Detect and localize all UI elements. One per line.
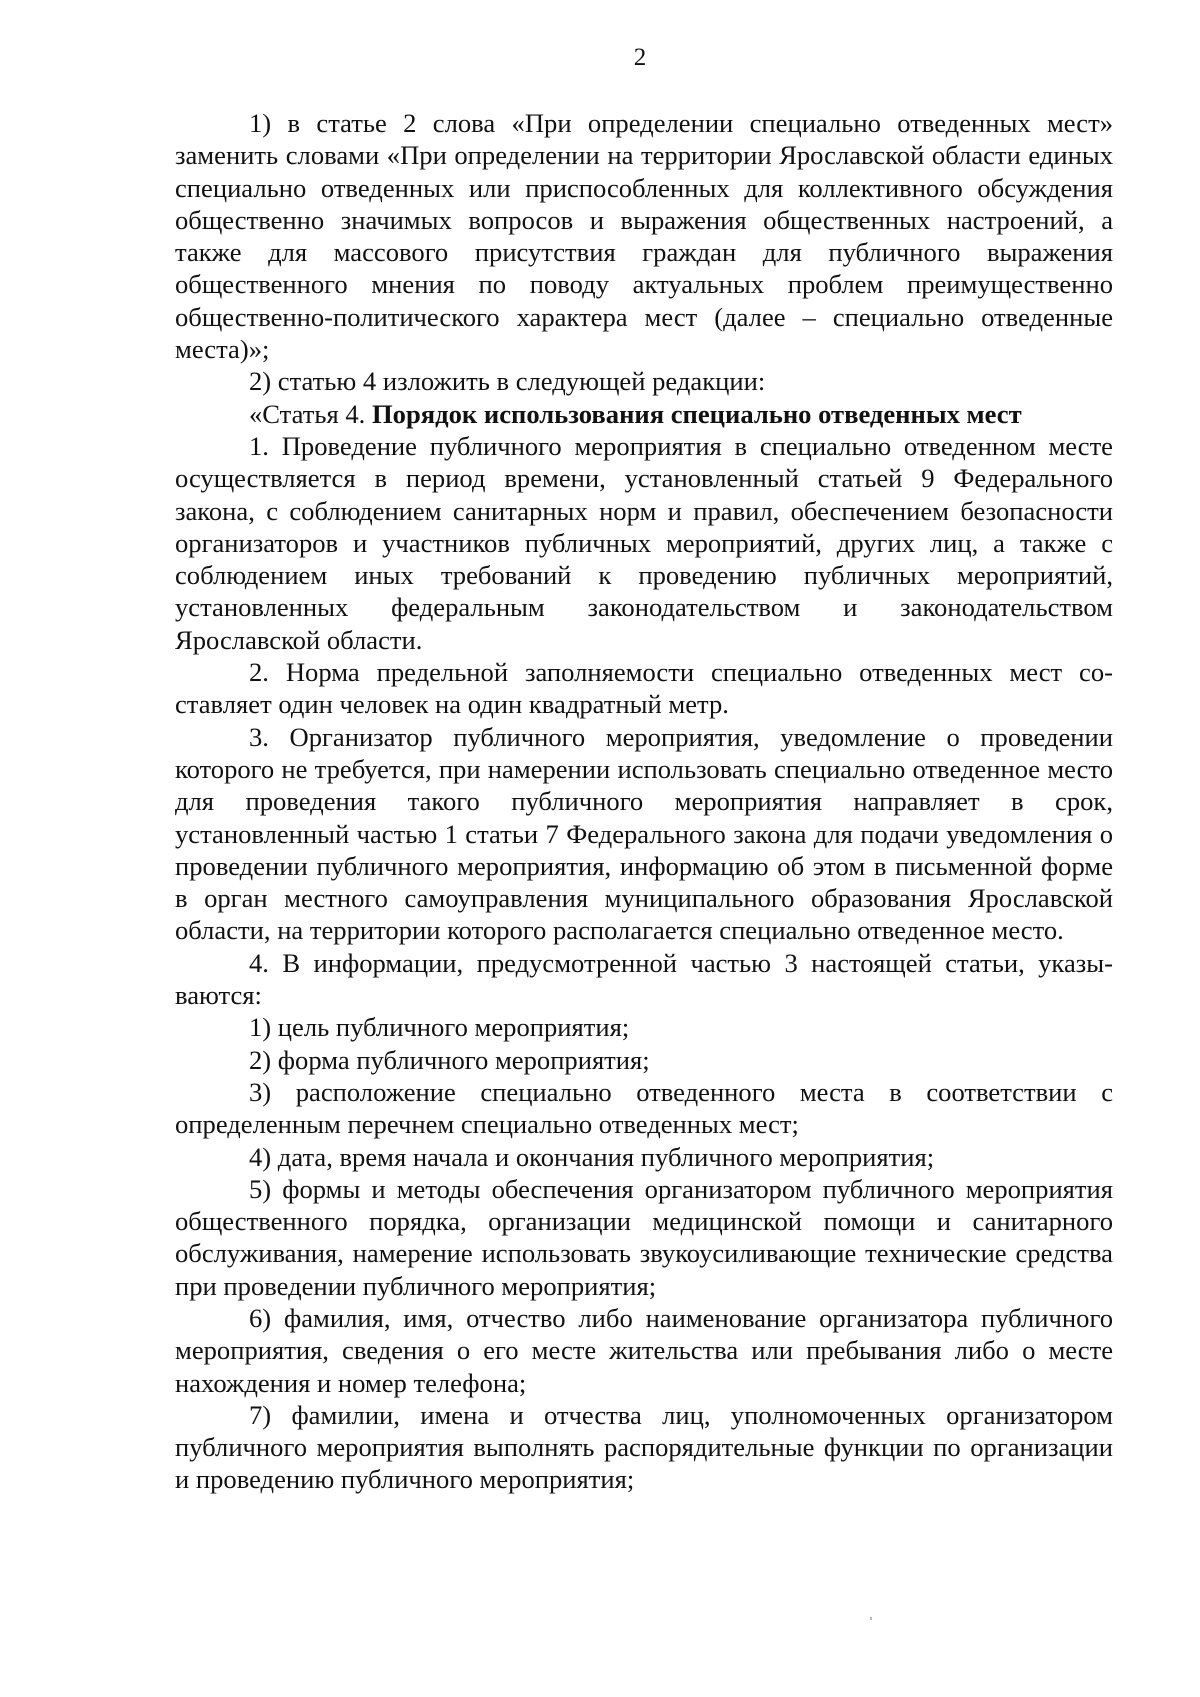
article-heading-title: Порядок использования специально отведенных мест <box>371 398 1022 429</box>
list-item-6: 6) фамилия, имя, отчество либо наименование организатора публичного мероприятия, сведения о его месте жительства или пребывания либо о месте нахождения и номер телефона; <box>175 1302 1113 1398</box>
paragraph-amendment-1: 1) в статье 2 слова «При определении специально отведенных мест» заменить словами «При определении на территории Ярославской области единых специально отведенных или приспособленных для коллективного обсуждения общественно значимых вопросов и выражения общественных настроений, а также для массового присутствия граждан для публичного выражения общественного мнения по поводу актуальных проблем преимущественно общественно-политического характера мест (далее – специально отведенные места)»; <box>175 108 1113 365</box>
scan-speck <box>870 1617 872 1620</box>
list-item-5: 5) формы и методы обеспечения организатором публичного мероприятия общественного порядка, организации медицинской помощи и санитарного обслуживания, намерение использовать звукоусиливающие технические средства при проведении публичного мероприятия; <box>175 1173 1113 1301</box>
list-item-1: 1) цель публичного мероприятия; <box>249 1012 630 1043</box>
list-item-2: 2) форма публичного мероприятия; <box>249 1044 650 1075</box>
article-heading-prefix: «Статья 4. <box>249 398 372 429</box>
article-part-1: 1. Проведение публичного мероприятия в специально отведенном месте осуществляется в период времени, установленный статьей 9 Федерального закона, с соблюдением санитарных норм и правил, обеспечением безопасности организаторов и участников публичных мероприятий, других лиц, а также с соблюдением иных требований к проведению публичных мероприятий, установленных федеральным законодательством и законодательством Ярославской области. <box>175 430 1113 655</box>
article-heading <box>175 398 1113 430</box>
list-item-4: 4) дата, время начала и окончания публичного мероприятия; <box>249 1141 935 1172</box>
article-part-3: 3. Организатор публичного мероприятия, уведомление о проведении которого не требуется, при намерении использовать специально отведенное место для проведения такого публичного мероприятия направляет в срок, установленный частью 1 статьи 7 Федерального закона для подачи уведомления о проведении публичного мероприятия, информацию об этом в письменной форме в орган местного самоуправления муниципального образования Ярославской области, на территории которого располагается специально отведенное место. <box>175 721 1113 946</box>
article-part-2: 2. Норма предельной заполняемости специально отведенных мест составляет один человек на один квадратный метр. <box>175 657 1113 720</box>
list-item-7: 7) фамилии, имена и отчества лиц, уполномоченных организатором публичного мероприятия выполнять распорядительные функции по организации и проведению публичного мероприятия; <box>175 1399 1113 1495</box>
list-item-3: 3) расположение специально отведенного места в соответствии с определенным перечнем специально отведенных мест; <box>175 1076 1113 1140</box>
page-number: 2 <box>633 44 647 71</box>
paragraph-amendment-2: 2) статью 4 изложить в следующей редакции: <box>249 366 766 397</box>
article-part-4: 4. В информации, предусмотренной частью 3 настоящей статьи, указываются: <box>175 947 1113 1011</box>
document-body <box>175 107 1113 1496</box>
